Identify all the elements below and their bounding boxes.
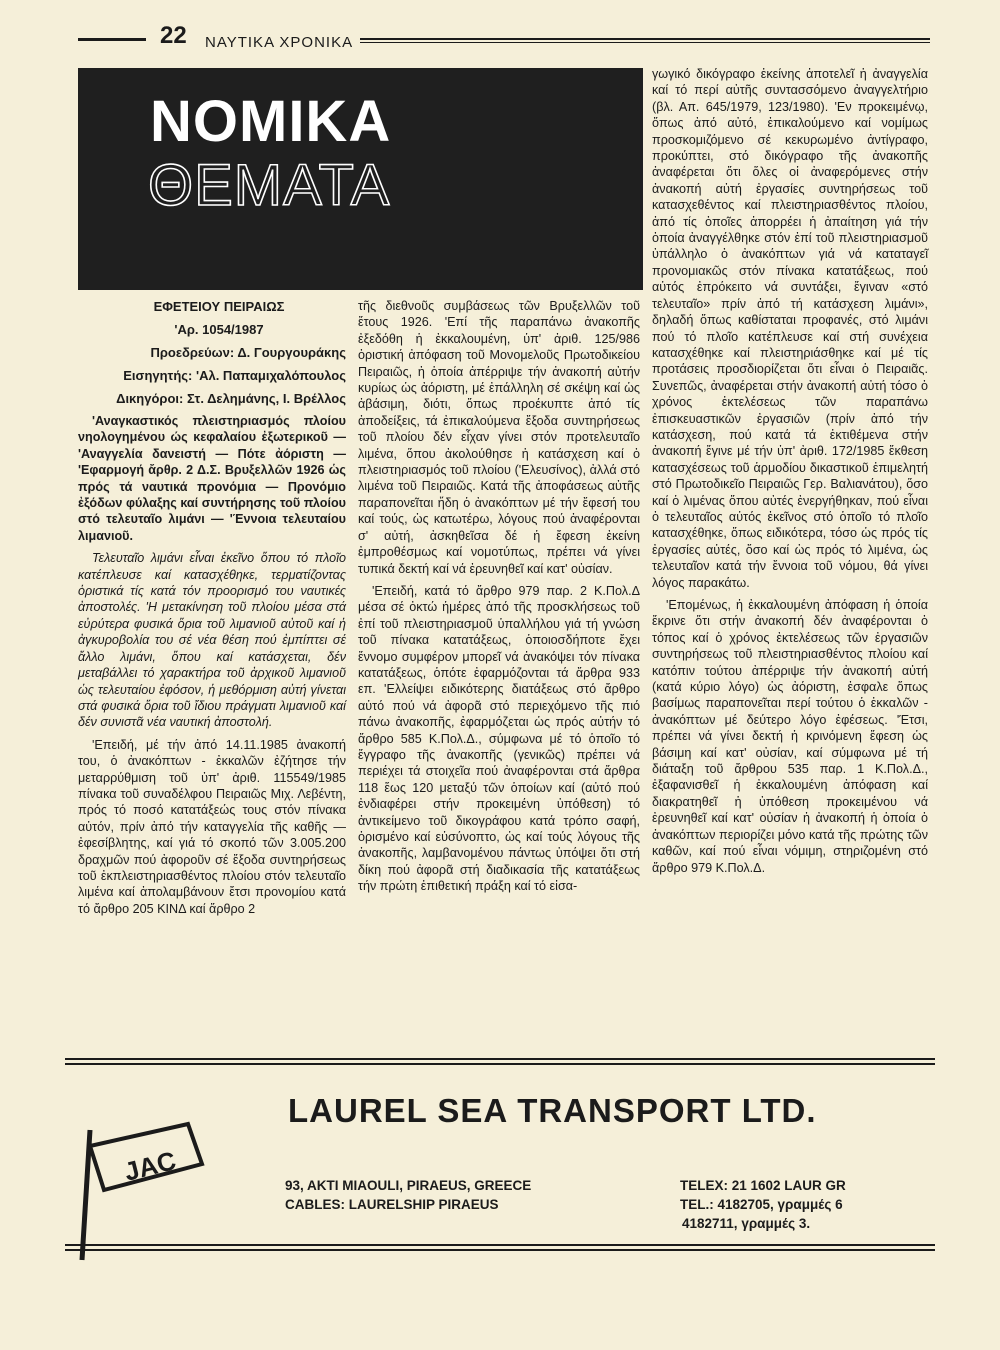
body-paragraph: 'Επειδή, κατά τό ἄρθρο 979 παρ. 2 Κ.Πολ.Δ μέσα σέ ὀκτώ ἡμέρες ἀπό τῆς προσκλήσεως τοῦ ἐπί τοῦ πλειστηριασμοῦ ὑπαλλήλου γιά τή γνώση τοῦ πίνακα κατατάξεως, ὁποιοσδήποτε ἔχει ἔννομο συμφέρον μπορεῖ νά ἀνακόψει τόν πίνακα κατατάξεως, ὁπότε ἐφαρμόζονται τά ἄρθρα 933 επ. 'Ελλείψει ειδικότερης διατάξεως στό ἄρθρο αὐτό πού νά ἀφορᾶ στό περιεχόμενο τῆς πιό πάνω ἀνακοπῆς, ἐφαρμόζεται ὡς πρός αὐτήν τό ἄρθρο 585 Κ.Πολ.Δ., σύμφωνα μέ τό ὁποῖο τό ἔγγραφο τῆς ἀνακοπῆς (γενικῶς) πρέπει νά περιέχει τά στοιχεῖα πού ἀναφέρονται στά ἄρθρα 118 ἕως 120 μεταξύ τῶν ὁποίων καί (αὐτό πού ἐνδιαφέρει στήν προκειμένη ὑπόθεση) τό ἀντικείμενο τοῦ δικογράφου κατά τρόπο σαφή, ὁρισμένο καί εὐσύνοπτο, ὡς καί τούς λόγους τῆς ἀνακοπῆς, λαμβανομένου πάντως ὑπόψει ὅτι στή δίκη πού ἀφορᾶ στή διαδικασία τῆς κατατάξεως τήν πρώτη ἐπιθετική πράξη καί τό εἰσα- xyxy=(358,583,640,894)
ad-bottom-rule xyxy=(65,1244,935,1246)
page-number: 22 xyxy=(160,22,187,49)
body-paragraph: γωγικό δικόγραφο ἐκείνης ἀποτελεῖ ἡ ἀναγγελία καί τό περί αὐτῆς συντασσόμενο ἀναγγελτήριο (βλ. Απ. 645/1979, 123/1980). 'Εν προκειμένῳ, ὅπως ἀπό αὐτό, ἐπικαλούμενο καί νομίμως προσκομιζόμενο σέ κεκυρωμένο ἀντίγραφο, προκύπτει, στό δικόγραφο τῆς ἀνακοπῆς ἀναφέρεται ὅτι ὅλες οἱ ἀναφερόμενες στήν ἀνακοπή αὐτή ἐργασίες συντηρήσεως τοῦ κατασχεθέντος καί πλειστηριασθέντος πλοίου, ἀπό τίς ὁποῖες ἀπορρέει ἡ ἀπαίτηση γιά τήν ὁποία ἀναγγέλθηκε στόν ἐπί τοῦ πλειστηριασμοῦ ὑπάλληλο ὁ ἀνακόπτων γιά νά καταταγεῖ προνομιακῶς στόν πίνακα κατατάξεως, πού αὐτός ἐπρόκειτο νά συντάξει, ἔγιναν «στό τελευταῖο» πρίν ἀπό τή κατάσχεση λιμάνι», δηλαδή ὅπως καθίσταται προφανές, στό λιμάνι πού τό πλοῖο κατέπλευσε καί στή συνέχεια κατασχέθηκε καί πλειστηριάσθηκε καί μέ τίς προτάσεις προσδιορίζεται ὅτι εἶναι ὁ Πειραιᾶς. Συνεπῶς, ἀναφέρεται στήν ἀνακοπή αὐτή τόσο ὁ χρόνος ἐκτελέσεως τῶν παραπάνω ἐπισκευαστικῶν ἐργασιῶν (πρίν ἀπό τήν κατάσχεση, πού κατά τά ἐκτιθέμενα στήν ἀνακοπή ἔγινε μέ τήν ὑπ' ἀριθ. 172/1985 ἔκθεση κατασχέσεως τοῦ ἁρμοδίου δικαστικοῦ ἐπιμελητή στό Πρωτοδικεῖο Πειραιῶς Γερ. Βαλιανάτου), ὅσο καί ὁ λιμένας ὅπου αὐτές ἐνεργήθηκαν, πού εἶναι ὁ τελευταῖος αὐτός ἐκεῖνος στό ὁποῖο τό πλοῖο κατασχέθηκε, ὅπως ειδικότερα, τόσο ὡς πρός τίς ἐργασίες αὐτές, ὅσο καί ὡς πρός τό λιμένα, ὡς τελευταῖον κατά τήν ἔννοια τοῦ νόμου, θά γίνει λόγος παρακάτω. xyxy=(652,67,928,590)
body-paragraph: 'Επειδή, μέ τήν ἀπό 14.11.1985 ἀνακοπή του, ὁ ἀνακόπτων - ἐκκαλῶν ἐζήτησε τήν μεταρρύθμιση τοῦ ὑπ' ἀριθ. 115549/1985 πίνακα τοῦ συναδέλφου Πειραιῶς Μιχ. Λεβέντη, πρός τό ποσό κατατάξεώς τους στόν πίνακα αὐτόν, πρίν ἀπό τήν καταγγελία τῆς καθῆς — ἐφεσίβλητης, καί γιά τό σκοπό τῶν 3.005.200 δραχμῶν πού ἀφοροῦν σέ ἔξοδα συντηρήσεως τοῦ ἐκπλειστηριασθέντος πλοίου στόν τελευταῖο λιμένα καί ἀπολαμβάνουν ἔτσι προνομίου κατά τό ἄρθρο 205 ΚΙΝΔ καί ἄρθρο 2 xyxy=(78,737,346,916)
ad-top-rule xyxy=(65,1058,935,1060)
ad-telex: TELEX: 21 1602 LAUR GR xyxy=(680,1178,846,1193)
header-rule-right-2 xyxy=(360,42,930,43)
ad-tel-1: TEL.: 4182705, γραμμές 6 xyxy=(680,1197,843,1212)
decision-number: 'Αρ. 1054/1987 xyxy=(174,322,264,337)
header-rule-left xyxy=(78,38,146,41)
ad-tel-2: 4182711, γραμμές 3. xyxy=(682,1216,811,1231)
court-name: ΕΦΕΤΕΙΟΥ ΠΕΙΡΑΙΩΣ xyxy=(153,299,285,314)
column-1 xyxy=(78,298,346,923)
section-title-main: ΝΟΜΙΚΑ xyxy=(150,89,392,154)
lawyers: Δικηγόροι: Στ. Δελημάνης, Ι. Βρέλλος xyxy=(116,391,346,406)
president: Προεδρεύων: Δ. Γουργουράκης xyxy=(150,345,346,360)
rapporteur: Εισηγητής: 'Αλ. Παπαμιχαλόπουλος xyxy=(123,368,346,383)
section-title-sub: ΘΕΜΑΤΑ xyxy=(148,153,391,218)
ad-address: 93, AKTI MIAOULI, PIRAEUS, GREECE xyxy=(285,1178,532,1193)
column-2 xyxy=(358,298,640,901)
ad-bottom-rule-2 xyxy=(65,1249,935,1251)
case-abstract: Τελευταῖο λιμάνι εἶναι ἐκεῖνο ὅπου τό πλοῖο κατέπλευσε καί κατασχέθηκε, τερματίζοντας ὁριστικά τίς κατά τόν προορισμό του ναυτικές ἀποστολές. 'Η μετακίνηση τοῦ πλοίου μέσα στά εὐρύτερα φυσικά ὅρια τοῦ λιμανιοῦ αὐτοῦ καί ἡ ἀγκυροβολία του σέ νέα θέση πού ἐμπίπτει σέ ἄλλο λιμάνι, ὅπου καί κατάσχεται, δέν μεταβάλλει τό χαρακτήρα τοῦ ἀρχικοῦ λιμανιοῦ ὡς τελευταίου ἐφόσον, ἡ μεθόρμιση αὐτή γίνεται στά φυσικά ὅρια τοῦ ἴδιου πράγματι λιμανιοῦ καί δέν συνιστᾶ νέα ναυτική ἀποστολή. xyxy=(78,551,346,730)
column-3 xyxy=(652,66,928,882)
case-summary: 'Αναγκαστικός πλειστηριασμός πλοίου νηολογημένου ώς κεφαλαίου ἐξωτερικοῦ — 'Αναγγελία δανειστή — Πότε ἀόριστη — 'Εφαρμογή ἄρθρ. 2 Δ.Σ. Βρυξελλῶν 1926 ὡς πρός τά ναυτικά προνόμια — Προνόμιο ἐξόδων φύλαξης καί συντήρησης τοῦ πλοίου στό τελευταῖο λιμάνι — 'Έννοια τελευταίου λιμανιοῦ. xyxy=(78,414,346,543)
logo-text: JAC xyxy=(121,1145,179,1187)
ad-contact-block xyxy=(680,1176,846,1233)
ad-cables: CABLES: LAURELSHIP PIRAEUS xyxy=(285,1197,499,1212)
body-paragraph: 'Επομένως, ἡ ἐκκαλουμένη ἀπόφαση ἡ ὁποία ἔκρινε ὅτι στήν ἀνακοπή δέν ἀναφέρονται ὁ τόπος καί ὁ χρόνος ἐκτελέσεως τῶν ἐργασιῶν συντηρήσεως τοῦ πλειστηριασθέντος πλοίου καί κατόπιν τούτου ἀπέρριψε τήν ἀνακοπή αὐτή (κατά κύριο λόγο) ὡς ἀόριστη, ἐσφαλε ὅπως βασίμως παραπονεῖται περί τούτου ὁ ἐκκαλῶν - ἀνακόπτων μέ δεύτερο λόγο ἐφέσεως. 'Έτσι, πρέπει νά γίνει δεκτή ἡ κρινόμενη ἔφεση ὡς βάσιμη καί κατ' οὐσίαν, καί σύμφωνα μέ τή διάταξη τοῦ ἄρθρου 535 παρ. 1 Κ.Πολ.Δ., ἐξαφανισθεῖ ἡ ἐκκαλουμένη ἀπόφαση καί διακρατηθεῖ ἡ ὑπόθεση προκειμένου νά ἐρευνηθεῖ καί κατ' οὐσίαν ἡ ἀνακοπή ἡ ὁποία ὁ ἀνακόπτων περιορίζει μόνο κατά τῆς πρώτης τῶν καθῶν, καί πού εἶναι νόμιμη, στηριζομένη στό ἄρθρο 979 Κ.Πολ.Δ. xyxy=(652,598,928,875)
ad-top-rule-2 xyxy=(65,1063,935,1065)
body-paragraph: τῆς διεθνοῦς συμβάσεως τῶν Βρυξελλῶν τοῦ ἔτους 1926. 'Επί τῆς παραπάνω ἀνακοπῆς ἐξεδόθη ἡ ἐκκαλουμένη, ὑπ' ἀριθ. 125/986 ὁριστική ἀπόφαση τοῦ Μονομελοῦς Πρωτοδικείου Πειραιῶς, ἡ ὁποία ἀπέρριψε τήν ἀνακοπή αὐτήν κυρίως ὡς ἀόριστη, μέ ἐπάλληλη σέ σκέψη καί ὡς ἀβάσιμη, διότι, ὅπως προέκυπτε ἀπό τίς ἀποδείξεις, τά ἐπικαλούμενα ἔξοδα συντηρήσεως τοῦ πλοίου δέν εἶχαν γίνει στόν προτελευταῖο λιμένα, ὅπου ἀκολούθησε ἡ κατάσχεση καί ὁ πλειστηριασμός τοῦ πλοίου ('Ελευσίνος), ἀλλά στό λιμένα τοῦ Πειραιῶς. Κατά τῆς ἀποφάσεως αὐτῆς παραπονεῖται ἤδη ὁ ἀνακόπτων μέ τήν ἔφεσή του καί τούς, ὡς κατωτέρω, λόγους πού ἀναφέρονται σ' αὐτή, ἀσκηθεῖσα δέ ἡ ἔφεση ἐκείνη ἐμπροθέσμως καί νομοτύπως, πρέπει νά γίνει τυπικά δεκτή καί νά ἐρευνηθεῖ καί κατ' οὐσίαν. xyxy=(358,299,640,576)
header-rule-right xyxy=(360,38,930,40)
magazine-title: ΝΑΥΤΙΚΑ ΧΡΟΝΙΚΑ xyxy=(205,34,354,51)
ad-address-block xyxy=(285,1176,531,1214)
company-name: LAUREL SEA TRANSPORT LTD. xyxy=(288,1092,817,1129)
